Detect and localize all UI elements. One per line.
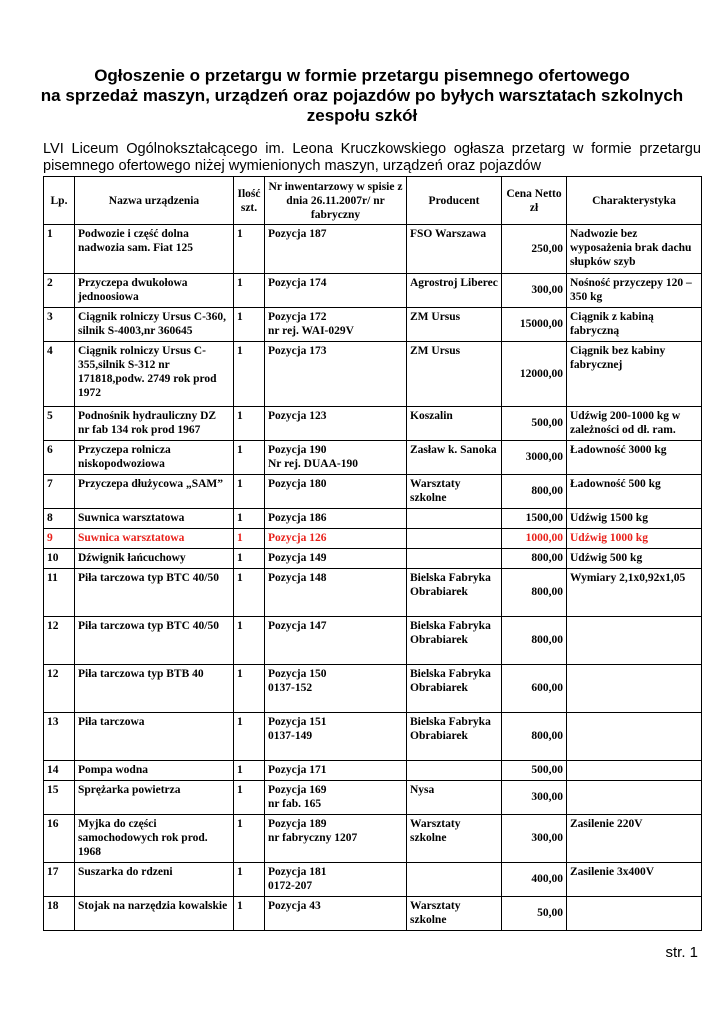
cell-name: Piła tarczowa typ BTB 40 <box>75 665 234 713</box>
cell-description: Udźwig 500 kg <box>567 549 702 569</box>
cell-description: Udźwig 200-1000 kg w zależności od dł. ram. <box>567 407 702 441</box>
cell-price: 250,00 <box>502 225 567 274</box>
cell-description <box>567 617 702 665</box>
cell-lp: 1 <box>44 225 75 274</box>
header-price: Cena Netto zł <box>502 177 567 225</box>
cell-lp: 13 <box>44 713 75 761</box>
cell-price: 300,00 <box>502 815 567 863</box>
cell-lp: 15 <box>44 781 75 815</box>
cell-lp: 5 <box>44 407 75 441</box>
cell-inventory: Pozycja 174 <box>265 274 407 308</box>
cell-price: 800,00 <box>502 549 567 569</box>
cell-producer <box>407 761 502 781</box>
cell-description <box>567 761 702 781</box>
table-row <box>44 713 702 761</box>
header-description: Charakterystyka <box>567 177 702 225</box>
table-row <box>44 509 702 529</box>
cell-producer <box>407 529 502 549</box>
cell-producer: FSO Warszawa <box>407 225 502 274</box>
cell-price: 1000,00 <box>502 529 567 549</box>
cell-name: Podnośnik hydrauliczny DZ nr fab 134 rok prod 1967 <box>75 407 234 441</box>
announcement-title <box>40 66 684 126</box>
cell-description: Zasilenie 220V <box>567 815 702 863</box>
table-row <box>44 665 702 713</box>
cell-price: 800,00 <box>502 569 567 617</box>
cell-price: 15000,00 <box>502 308 567 342</box>
header-producer: Producent <box>407 177 502 225</box>
cell-price: 300,00 <box>502 781 567 815</box>
header-inventory: Nr inwentarzowy w spisie z dnia 26.11.2007r/ nr fabryczny <box>265 177 407 225</box>
cell-qty: 1 <box>234 342 265 407</box>
cell-inventory: Pozycja 189 nr fabryczny 1207 <box>265 815 407 863</box>
cell-qty: 1 <box>234 617 265 665</box>
cell-description: Ładowność 500 kg <box>567 475 702 509</box>
cell-price: 400,00 <box>502 863 567 897</box>
cell-inventory: Pozycja 169 nr fab. 165 <box>265 781 407 815</box>
cell-name: Przyczepa dłużycowa „SAM” <box>75 475 234 509</box>
cell-qty: 1 <box>234 569 265 617</box>
header-name: Nazwa urządzenia <box>75 177 234 225</box>
cell-lp: 3 <box>44 308 75 342</box>
cell-inventory: Pozycja 180 <box>265 475 407 509</box>
cell-producer: Warsztaty szkolne <box>407 475 502 509</box>
cell-lp: 14 <box>44 761 75 781</box>
cell-price: 3000,00 <box>502 441 567 475</box>
cell-lp: 8 <box>44 509 75 529</box>
cell-description: Wymiary 2,1x0,92x1,05 <box>567 569 702 617</box>
cell-inventory: Pozycja 171 <box>265 761 407 781</box>
intro-paragraph: LVI Liceum Ogólnokształcącego im. Leona Kruczkowskiego ogłasza przetarg w formie przetargu pisemnego ofertowego niżej wymienionych maszyn, urządzeń oraz pojazdów <box>43 141 701 174</box>
cell-lp: 10 <box>44 549 75 569</box>
cell-name: Stojak na narzędzia kowalskie <box>75 897 234 931</box>
cell-lp: 12 <box>44 617 75 665</box>
cell-name: Pompa wodna <box>75 761 234 781</box>
cell-lp: 18 <box>44 897 75 931</box>
cell-name: Piła tarczowa typ BTC 40/50 <box>75 617 234 665</box>
cell-qty: 1 <box>234 897 265 931</box>
cell-description: Udźwig 1000 kg <box>567 529 702 549</box>
cell-price: 800,00 <box>502 475 567 509</box>
cell-lp: 11 <box>44 569 75 617</box>
table-row <box>44 274 702 308</box>
cell-price: 300,00 <box>502 274 567 308</box>
cell-qty: 1 <box>234 274 265 308</box>
cell-description <box>567 713 702 761</box>
cell-lp: 16 <box>44 815 75 863</box>
table-row <box>44 863 702 897</box>
table-row <box>44 441 702 475</box>
cell-lp: 6 <box>44 441 75 475</box>
cell-lp: 17 <box>44 863 75 897</box>
cell-producer: Warsztaty szkolne <box>407 815 502 863</box>
cell-inventory: Pozycja 123 <box>265 407 407 441</box>
title-line: zespołu szkół <box>306 106 418 125</box>
cell-producer: Zasław k. Sanoka <box>407 441 502 475</box>
table-row <box>44 569 702 617</box>
cell-qty: 1 <box>234 225 265 274</box>
table-row <box>44 308 702 342</box>
cell-lp: 4 <box>44 342 75 407</box>
cell-name: Przyczepa dwukołowa jednoosiowa <box>75 274 234 308</box>
cell-producer: Bielska Fabryka Obrabiarek <box>407 713 502 761</box>
cell-description: Ładowność 3000 kg <box>567 441 702 475</box>
cell-name: Suwnica warsztatowa <box>75 509 234 529</box>
cell-producer: Nysa <box>407 781 502 815</box>
cell-lp: 2 <box>44 274 75 308</box>
table-row <box>44 342 702 407</box>
cell-inventory: Pozycja 181 0172-207 <box>265 863 407 897</box>
cell-qty: 1 <box>234 815 265 863</box>
cell-price: 50,00 <box>502 897 567 931</box>
cell-inventory: Pozycja 190 Nr rej. DUAA-190 <box>265 441 407 475</box>
table-row <box>44 529 702 549</box>
cell-inventory: Pozycja 149 <box>265 549 407 569</box>
cell-name: Podwozie i część dolna nadwozia sam. Fiat 125 <box>75 225 234 274</box>
cell-name: Piła tarczowa <box>75 713 234 761</box>
cell-price: 500,00 <box>502 407 567 441</box>
cell-inventory: Pozycja 150 0137-152 <box>265 665 407 713</box>
table-row <box>44 897 702 931</box>
cell-description <box>567 897 702 931</box>
cell-inventory: Pozycja 187 <box>265 225 407 274</box>
cell-producer: Bielska Fabryka Obrabiarek <box>407 569 502 617</box>
table-header-row <box>44 177 702 225</box>
cell-producer: ZM Ursus <box>407 308 502 342</box>
equipment-table <box>43 176 702 931</box>
table-row <box>44 407 702 441</box>
cell-producer: Bielska Fabryka Obrabiarek <box>407 665 502 713</box>
cell-price: 500,00 <box>502 761 567 781</box>
cell-description <box>567 665 702 713</box>
cell-price: 600,00 <box>502 665 567 713</box>
page-number: str. 1 <box>665 944 698 961</box>
cell-qty: 1 <box>234 441 265 475</box>
cell-producer <box>407 549 502 569</box>
cell-qty: 1 <box>234 665 265 713</box>
cell-producer: Koszalin <box>407 407 502 441</box>
cell-inventory: Pozycja 173 <box>265 342 407 407</box>
cell-name: Sprężarka powietrza <box>75 781 234 815</box>
title-line: Ogłoszenie o przetargu w formie przetargu pisemnego ofertowego <box>94 66 630 85</box>
cell-qty: 1 <box>234 863 265 897</box>
cell-producer: ZM Ursus <box>407 342 502 407</box>
cell-inventory: Pozycja 126 <box>265 529 407 549</box>
header-qty: Ilość szt. <box>234 177 265 225</box>
cell-producer: Bielska Fabryka Obrabiarek <box>407 617 502 665</box>
table-row <box>44 815 702 863</box>
table-row <box>44 761 702 781</box>
cell-inventory: Pozycja 151 0137-149 <box>265 713 407 761</box>
cell-qty: 1 <box>234 308 265 342</box>
header-lp: Lp. <box>44 177 75 225</box>
table-row <box>44 781 702 815</box>
cell-inventory: Pozycja 147 <box>265 617 407 665</box>
cell-qty: 1 <box>234 713 265 761</box>
cell-qty: 1 <box>234 475 265 509</box>
cell-lp: 9 <box>44 529 75 549</box>
cell-name: Suwnica warsztatowa <box>75 529 234 549</box>
cell-price: 800,00 <box>502 713 567 761</box>
cell-lp: 12 <box>44 665 75 713</box>
cell-producer <box>407 863 502 897</box>
table-body <box>44 225 702 931</box>
cell-producer <box>407 509 502 529</box>
cell-qty: 1 <box>234 549 265 569</box>
cell-description: Zasilenie 3x400V <box>567 863 702 897</box>
cell-inventory: Pozycja 186 <box>265 509 407 529</box>
cell-producer: Warsztaty szkolne <box>407 897 502 931</box>
title-line: na sprzedaż maszyn, urządzeń oraz pojazdów po byłych warsztatach szkolnych <box>40 86 684 105</box>
cell-description: Nadwozie bez wyposażenia brak dachu słupków szyb <box>567 225 702 274</box>
cell-description: Ciągnik z kabiną fabryczną <box>567 308 702 342</box>
cell-lp: 7 <box>44 475 75 509</box>
cell-name: Dźwignik łańcuchowy <box>75 549 234 569</box>
cell-inventory: Pozycja 43 <box>265 897 407 931</box>
cell-qty: 1 <box>234 407 265 441</box>
cell-inventory: Pozycja 172 nr rej. WAI-029V <box>265 308 407 342</box>
table-row <box>44 225 702 274</box>
cell-price: 1500,00 <box>502 509 567 529</box>
cell-qty: 1 <box>234 529 265 549</box>
cell-name: Ciągnik rolniczy Ursus C-360, silnik S-4003,nr 360645 <box>75 308 234 342</box>
cell-price: 12000,00 <box>502 342 567 407</box>
cell-name: Przyczepa rolnicza niskopodwoziowa <box>75 441 234 475</box>
cell-name: Myjka do części samochodowych rok prod. 1968 <box>75 815 234 863</box>
cell-description: Nośność przyczepy 120 – 350 kg <box>567 274 702 308</box>
table-row <box>44 475 702 509</box>
cell-name: Ciągnik rolniczy Ursus C-355,silnik S-312 nr 171818,podw. 2749 rok prod 1972 <box>75 342 234 407</box>
cell-description: Ciągnik bez kabiny fabrycznej <box>567 342 702 407</box>
cell-qty: 1 <box>234 781 265 815</box>
cell-inventory: Pozycja 148 <box>265 569 407 617</box>
cell-description: Udźwig 1500 kg <box>567 509 702 529</box>
cell-producer: Agrostroj Liberec <box>407 274 502 308</box>
cell-qty: 1 <box>234 761 265 781</box>
table-row <box>44 549 702 569</box>
cell-name: Piła tarczowa typ BTC 40/50 <box>75 569 234 617</box>
cell-description <box>567 781 702 815</box>
cell-price: 800,00 <box>502 617 567 665</box>
cell-name: Suszarka do rdzeni <box>75 863 234 897</box>
cell-qty: 1 <box>234 509 265 529</box>
table-row <box>44 617 702 665</box>
